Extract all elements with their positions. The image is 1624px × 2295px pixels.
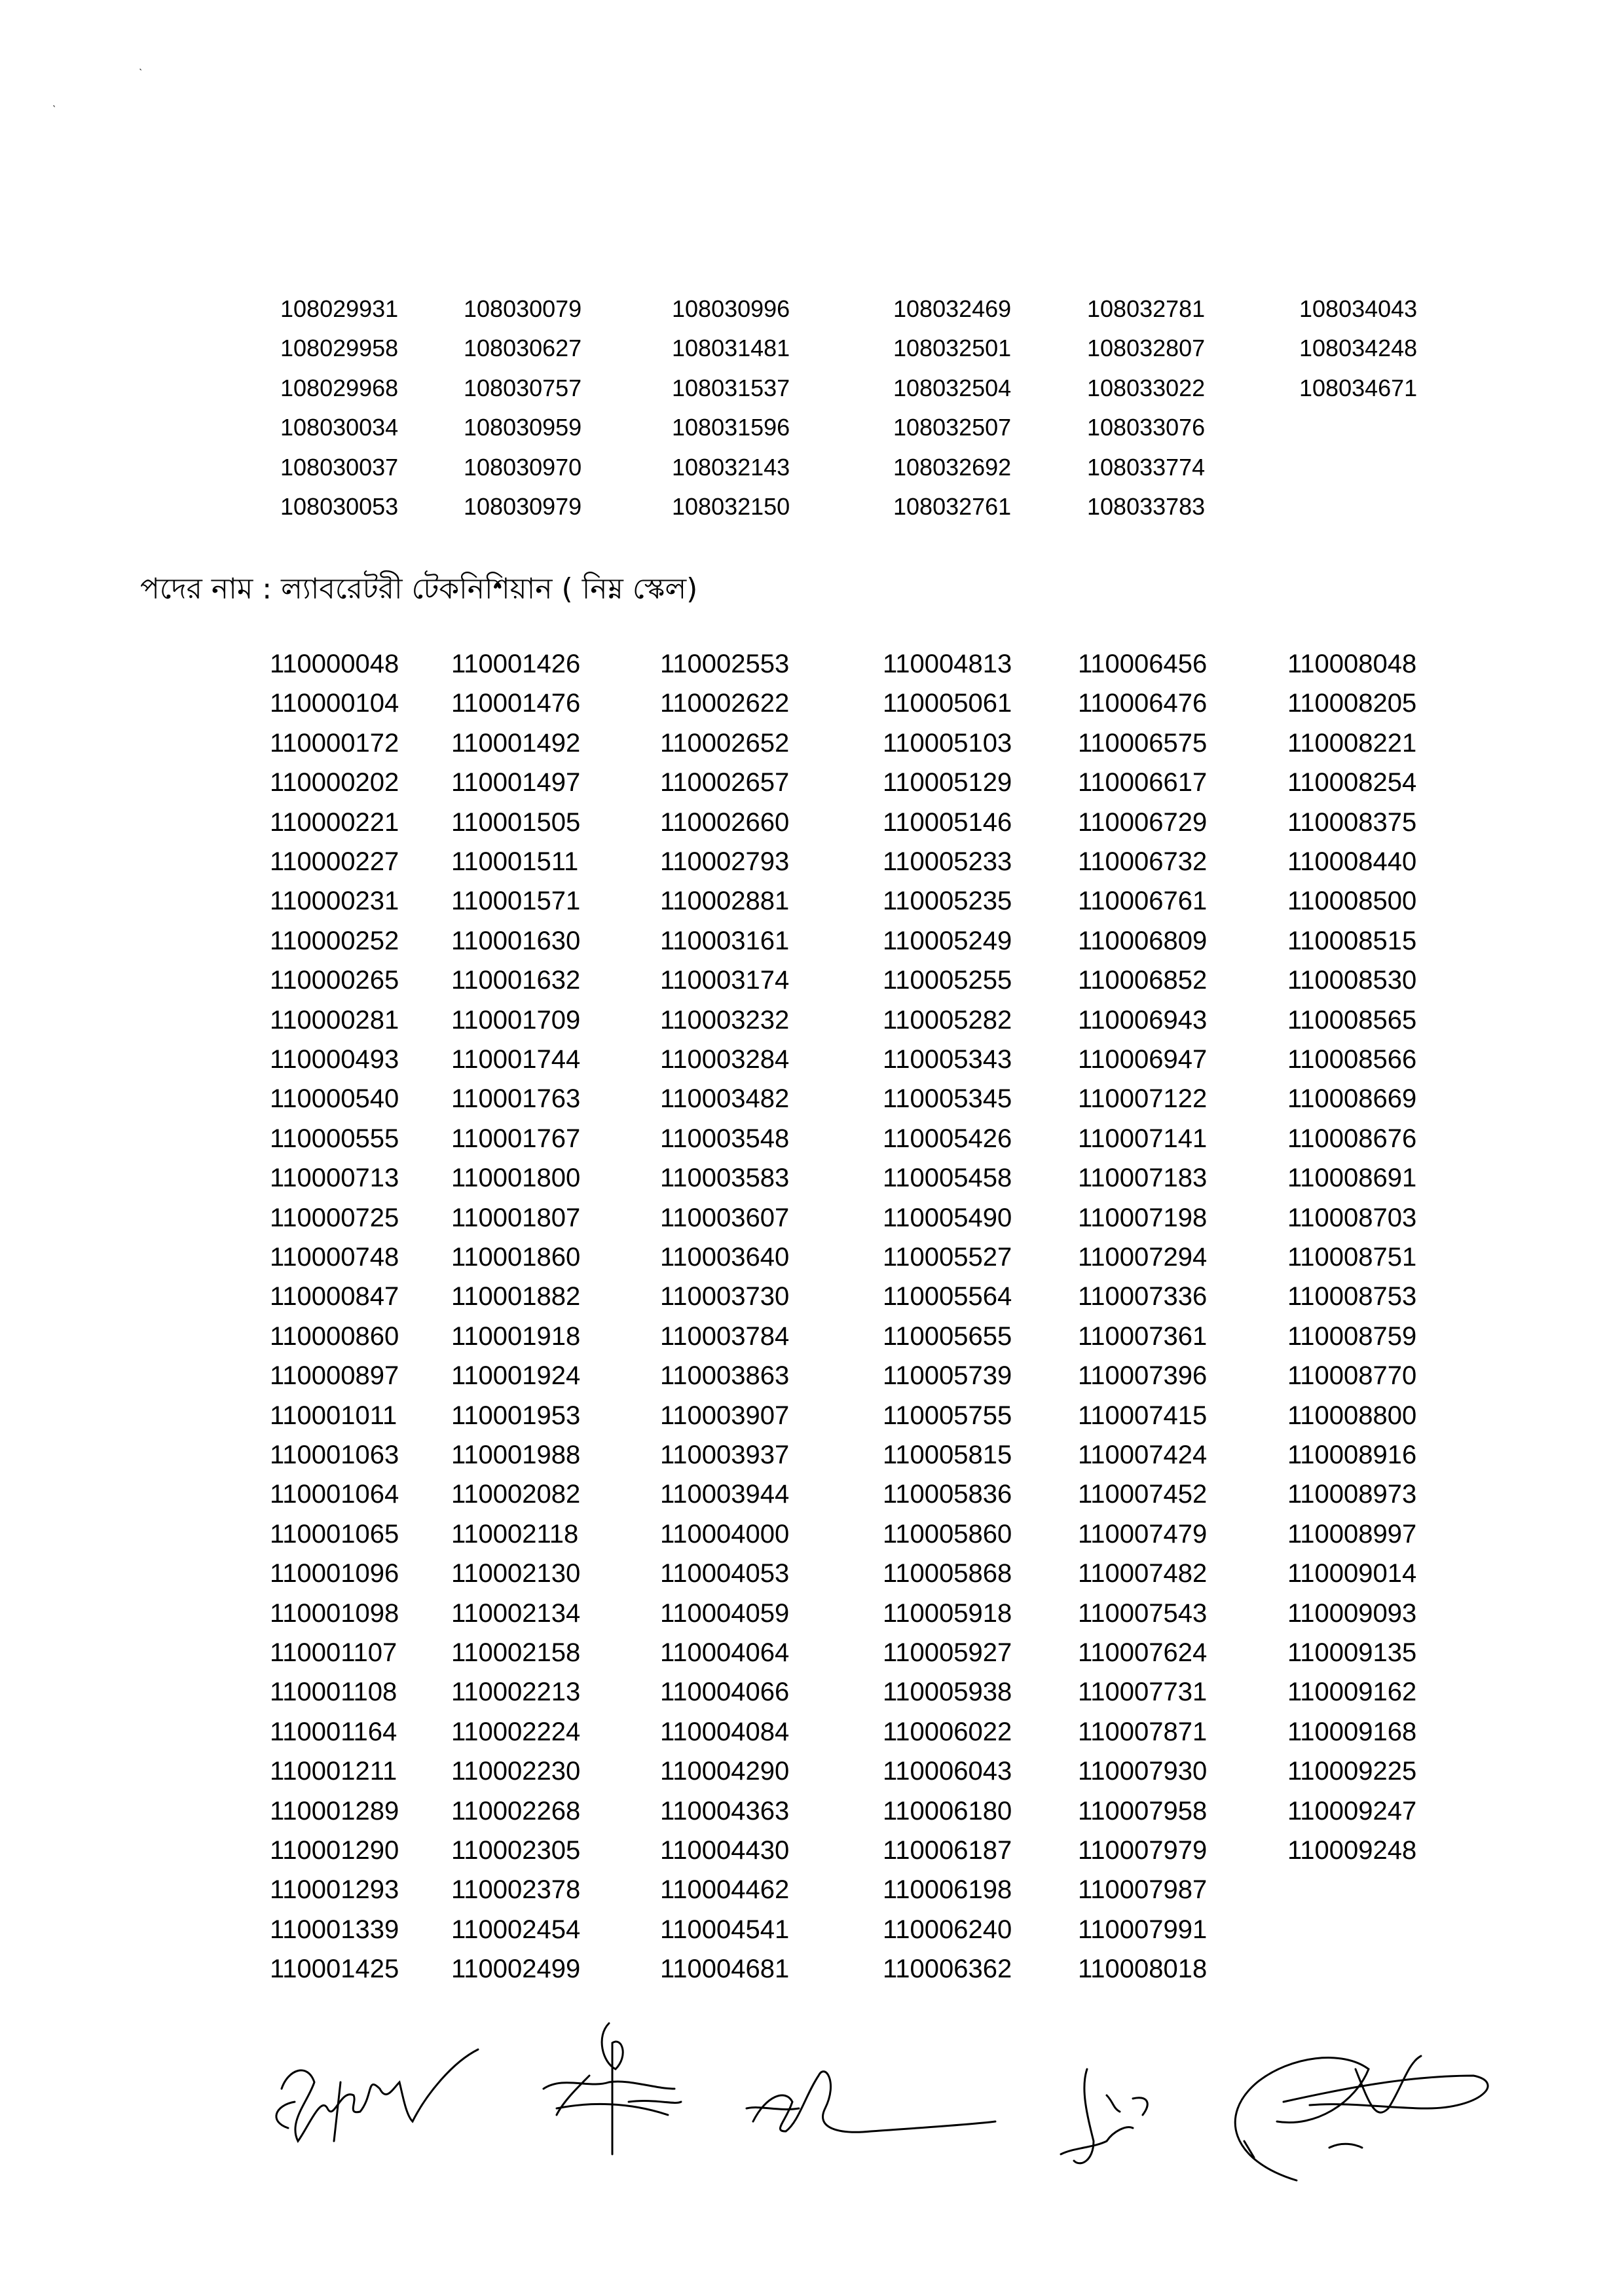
roll-number: 110001108 <box>270 1678 397 1707</box>
roll-number: 108032469 <box>893 295 1012 322</box>
signature-2 <box>544 2023 681 2154</box>
roll-number: 110000221 <box>270 807 399 837</box>
roll-number: 110006022 <box>883 1717 1012 1746</box>
roll-number: 110002230 <box>451 1757 581 1786</box>
roll-number: 110001211 <box>270 1757 397 1786</box>
roll-number: 110006240 <box>883 1915 1012 1944</box>
scan-speck: ˎ <box>52 94 56 107</box>
roll-number: 110008973 <box>1287 1480 1417 1509</box>
roll-number: 110001290 <box>270 1836 399 1865</box>
roll-number: 108031537 <box>672 374 790 401</box>
roll-number: 110005255 <box>883 966 1012 995</box>
roll-number: 108030996 <box>672 295 790 322</box>
roll-number: 110007991 <box>1078 1915 1208 1944</box>
roll-number: 110004053 <box>660 1559 790 1588</box>
roll-number: 110008440 <box>1287 847 1417 876</box>
roll-number: 108032504 <box>893 374 1012 401</box>
roll-number: 110006180 <box>883 1796 1012 1826</box>
roll-number: 108030037 <box>280 453 399 481</box>
roll-number: 110008770 <box>1287 1361 1417 1391</box>
roll-number: 110002881 <box>660 887 790 916</box>
roll-number: 110001098 <box>270 1598 399 1628</box>
roll-number: 110001807 <box>451 1203 581 1232</box>
roll-number: 108034043 <box>1299 295 1418 322</box>
roll-number: 110007482 <box>1078 1559 1208 1588</box>
roll-number: 110005490 <box>883 1203 1012 1232</box>
roll-number: 108031481 <box>672 335 790 362</box>
roll-number: 110000897 <box>270 1361 399 1391</box>
roll-number: 110001497 <box>451 768 581 798</box>
roll-number: 110002553 <box>660 650 790 678</box>
roll-number: 108030959 <box>464 414 582 441</box>
roll-number: 110009014 <box>1287 1559 1417 1588</box>
roll-number: 110007930 <box>1078 1757 1208 1786</box>
roll-number: 110005458 <box>883 1164 1012 1193</box>
roll-number: 110005918 <box>883 1598 1012 1628</box>
roll-number: 110005233 <box>883 847 1012 876</box>
roll-number: 110004000 <box>660 1519 790 1549</box>
roll-number: 110003944 <box>660 1480 790 1509</box>
roll-number: 110007183 <box>1078 1164 1208 1193</box>
roll-number: 110007979 <box>1078 1836 1208 1865</box>
roll-number: 110003607 <box>660 1203 790 1232</box>
roll-number: 110000725 <box>270 1203 399 1232</box>
roll-number: 110008565 <box>1287 1005 1417 1035</box>
roll-number: 110002652 <box>660 728 790 758</box>
roll-number: 110006362 <box>883 1955 1012 1984</box>
roll-number: 110007452 <box>1078 1480 1208 1509</box>
roll-number: 110008254 <box>1287 768 1417 798</box>
roll-number: 110004059 <box>660 1598 790 1628</box>
roll-number: 108032761 <box>893 493 1012 520</box>
roll-number: 108029968 <box>280 374 399 401</box>
signature-1 <box>276 2049 478 2141</box>
roll-number: 110006852 <box>1078 966 1208 995</box>
roll-number: 108030034 <box>280 414 399 441</box>
roll-number: 110002268 <box>451 1796 581 1826</box>
roll-number: 108032143 <box>672 453 790 481</box>
roll-number: 110006456 <box>1078 650 1208 678</box>
roll-number: 110009247 <box>1287 1796 1417 1826</box>
roll-number: 110004066 <box>660 1678 790 1707</box>
roll-number: 110007479 <box>1078 1519 1208 1549</box>
roll-number: 110008997 <box>1287 1519 1417 1549</box>
roll-number: 110001800 <box>451 1164 581 1193</box>
roll-number: 108032501 <box>893 335 1012 362</box>
roll-number: 110003784 <box>660 1321 790 1351</box>
roll-number: 110002224 <box>451 1717 581 1746</box>
roll-number: 110001164 <box>270 1717 397 1746</box>
roll-number: 110006732 <box>1078 847 1208 876</box>
roll-number: 108032807 <box>1087 335 1206 362</box>
roll-number: 110004064 <box>660 1638 790 1667</box>
roll-number: 110006187 <box>883 1836 1012 1865</box>
roll-number: 110003583 <box>660 1164 790 1193</box>
roll-number: 110000265 <box>270 966 399 995</box>
roll-number: 108034671 <box>1299 374 1418 401</box>
roll-number: 110001860 <box>451 1243 581 1272</box>
roll-number: 110005235 <box>883 887 1012 916</box>
roll-number: 108032781 <box>1087 295 1206 322</box>
roll-number: 110001064 <box>270 1480 399 1509</box>
roll-number: 108030979 <box>464 493 582 520</box>
roll-number: 110000202 <box>270 768 399 798</box>
roll-number: 110003284 <box>660 1045 790 1074</box>
roll-number: 110007424 <box>1078 1441 1208 1469</box>
roll-number: 110005927 <box>883 1638 1012 1667</box>
roll-number: 110006943 <box>1078 1005 1208 1035</box>
roll-number: 110001571 <box>451 887 581 916</box>
roll-number: 110003548 <box>660 1124 790 1153</box>
roll-number: 110004430 <box>660 1836 790 1865</box>
roll-number: 110009248 <box>1287 1836 1417 1865</box>
roll-number: 110005836 <box>883 1480 1012 1509</box>
roll-number: 110002622 <box>660 689 790 718</box>
roll-number: 110001924 <box>451 1361 581 1391</box>
roll-number: 108029931 <box>280 295 399 322</box>
roll-number: 110002660 <box>660 807 790 837</box>
roll-number: 110004813 <box>883 650 1012 678</box>
roll-number: 110008703 <box>1287 1203 1417 1232</box>
roll-number: 110002082 <box>451 1480 581 1509</box>
roll-number: 110003161 <box>660 926 790 955</box>
roll-number: 110006617 <box>1078 768 1208 798</box>
roll-number: 110001953 <box>451 1401 581 1430</box>
roll-number: 110007958 <box>1078 1796 1208 1826</box>
roll-number: 110004363 <box>660 1796 790 1826</box>
roll-number: 110005938 <box>883 1678 1012 1707</box>
roll-number: 110000860 <box>270 1321 399 1351</box>
roll-number: 110001744 <box>451 1045 581 1074</box>
roll-number: 110006575 <box>1078 728 1208 758</box>
roll-number: 110005249 <box>883 926 1012 955</box>
roll-number: 108034248 <box>1299 335 1418 362</box>
roll-number: 110005564 <box>883 1282 1012 1312</box>
roll-number: 110005655 <box>883 1321 1012 1351</box>
roll-number: 110008669 <box>1287 1084 1417 1114</box>
roll-number: 110002130 <box>451 1559 581 1588</box>
roll-number: 110002158 <box>451 1638 581 1667</box>
roll-number: 110008691 <box>1287 1164 1417 1193</box>
roll-number: 110005739 <box>883 1361 1012 1391</box>
roll-number: 110006198 <box>883 1875 1012 1905</box>
roll-number: 110008515 <box>1287 926 1417 955</box>
roll-number: 110001630 <box>451 926 581 955</box>
roll-number: 110006761 <box>1078 887 1208 916</box>
roll-number: 110000172 <box>270 728 399 758</box>
roll-number: 110002793 <box>660 847 790 876</box>
roll-number: 110003863 <box>660 1361 790 1391</box>
roll-number: 110007122 <box>1078 1084 1208 1114</box>
roll-number: 110003174 <box>660 966 790 995</box>
roll-number: 110005527 <box>883 1243 1012 1272</box>
roll-number: 110008375 <box>1287 807 1417 837</box>
roll-number: 110000493 <box>270 1045 399 1074</box>
roll-number: 110001426 <box>451 650 581 678</box>
roll-number: 110001293 <box>270 1875 399 1905</box>
roll-number: 110001709 <box>451 1005 581 1035</box>
roll-number: 110009162 <box>1287 1678 1417 1707</box>
roll-number: 110001763 <box>451 1084 581 1114</box>
roll-number: 110003640 <box>660 1243 790 1272</box>
roll-number: 108033774 <box>1087 453 1206 481</box>
roll-number: 110006043 <box>883 1757 1012 1786</box>
roll-number: 110001476 <box>451 689 581 718</box>
roll-number: 110008500 <box>1287 887 1417 916</box>
roll-number: 110005061 <box>883 689 1012 718</box>
roll-number: 110005426 <box>883 1124 1012 1153</box>
roll-number: 108032692 <box>893 453 1012 481</box>
roll-number: 110000540 <box>270 1084 399 1114</box>
roll-number: 110005755 <box>883 1401 1012 1430</box>
roll-number: 110001505 <box>451 807 581 837</box>
roll-number: 110000748 <box>270 1243 399 1272</box>
signature-3 <box>747 2072 995 2133</box>
roll-number: 110005103 <box>883 728 1012 758</box>
roll-number: 110001511 <box>451 847 579 876</box>
roll-number: 110005860 <box>883 1519 1012 1549</box>
roll-number: 110008221 <box>1287 728 1417 758</box>
roll-number: 110005815 <box>883 1441 1012 1469</box>
roll-number: 110001492 <box>451 728 581 758</box>
roll-number: 110000048 <box>270 650 399 678</box>
roll-number: 110005282 <box>883 1005 1012 1035</box>
roll-number: 110001063 <box>270 1441 399 1469</box>
roll-number: 110007543 <box>1078 1598 1208 1628</box>
roll-number: 110007361 <box>1078 1321 1208 1351</box>
roll-number: 110008048 <box>1287 650 1417 678</box>
roll-number: 110007871 <box>1078 1717 1208 1746</box>
roll-number: 110007141 <box>1078 1124 1208 1153</box>
roll-number: 110000231 <box>270 887 399 916</box>
roll-number: 110002134 <box>451 1598 581 1628</box>
roll-number: 110005343 <box>883 1045 1012 1074</box>
roll-number: 108030757 <box>464 374 582 401</box>
roll-number: 110009225 <box>1287 1757 1417 1786</box>
roll-number: 110000847 <box>270 1282 399 1312</box>
roll-number: 110004084 <box>660 1717 790 1746</box>
scan-speck: ˎ <box>139 58 143 71</box>
roll-number: 108029958 <box>280 335 399 362</box>
roll-number: 110003730 <box>660 1282 790 1312</box>
roll-number: 110006476 <box>1078 689 1208 718</box>
roll-number: 108033783 <box>1087 493 1206 520</box>
roll-number: 108030970 <box>464 453 582 481</box>
signature-4 <box>1061 2069 1147 2163</box>
roll-number: 110000555 <box>270 1124 399 1153</box>
roll-number: 110008530 <box>1287 966 1417 995</box>
roll-number: 110008205 <box>1287 689 1417 718</box>
roll-number: 110002213 <box>451 1678 581 1707</box>
roll-number: 110001425 <box>270 1955 399 1984</box>
roll-number: 110002454 <box>451 1915 581 1944</box>
roll-number: 110008751 <box>1287 1243 1417 1272</box>
roll-number: 110004290 <box>660 1757 790 1786</box>
roll-number: 110000104 <box>270 689 399 718</box>
roll-number: 110001107 <box>270 1638 397 1667</box>
roll-number: 110008916 <box>1287 1441 1417 1469</box>
roll-number: 108030079 <box>464 295 582 322</box>
roll-number: 110000227 <box>270 847 399 876</box>
roll-number: 110004681 <box>660 1955 790 1984</box>
signatures-row <box>0 1991 1624 2207</box>
roll-number: 110000252 <box>270 926 399 955</box>
roll-number: 110003937 <box>660 1441 790 1469</box>
roll-number: 110001918 <box>451 1321 581 1351</box>
roll-number: 110008018 <box>1078 1955 1208 1984</box>
roll-number: 110007198 <box>1078 1203 1208 1232</box>
roll-number: 110005345 <box>883 1084 1012 1114</box>
roll-number: 110000281 <box>270 1005 399 1035</box>
roll-number: 110009093 <box>1287 1598 1417 1628</box>
roll-number: 110006809 <box>1078 926 1208 955</box>
roll-number: 110006729 <box>1078 807 1208 837</box>
roll-number: 110001767 <box>451 1124 581 1153</box>
roll-number: 110009135 <box>1287 1638 1417 1667</box>
roll-number: 110001988 <box>451 1441 581 1469</box>
roll-number: 110008759 <box>1287 1321 1417 1351</box>
roll-number: 110008566 <box>1287 1045 1417 1074</box>
roll-number: 110001632 <box>451 966 581 995</box>
roll-number: 110007336 <box>1078 1282 1208 1312</box>
roll-number: 110005868 <box>883 1559 1012 1588</box>
roll-number: 110007415 <box>1078 1401 1208 1430</box>
roll-number: 110002305 <box>451 1836 581 1865</box>
roll-number: 110000713 <box>270 1164 399 1193</box>
roll-number: 110007396 <box>1078 1361 1208 1391</box>
roll-number: 110006947 <box>1078 1045 1208 1074</box>
roll-number: 110001065 <box>270 1519 399 1549</box>
roll-number: 110002657 <box>660 768 790 798</box>
roll-number: 110003482 <box>660 1084 790 1114</box>
roll-number: 110008800 <box>1287 1401 1417 1430</box>
roll-number: 110008753 <box>1287 1282 1417 1312</box>
roll-number: 110004462 <box>660 1875 790 1905</box>
roll-number: 108032150 <box>672 493 790 520</box>
roll-number: 110001289 <box>270 1796 399 1826</box>
roll-number: 108030627 <box>464 335 582 362</box>
roll-number: 110007624 <box>1078 1638 1208 1667</box>
roll-number: 110003232 <box>660 1005 790 1035</box>
roll-number: 110007987 <box>1078 1875 1208 1905</box>
roll-number: 108033022 <box>1087 374 1206 401</box>
post-name-heading: পদের নাম : ল্যাবরেটরী টেকনিশিয়ান ( নিম্ন স্কেল) <box>140 572 698 606</box>
roll-number: 108030053 <box>280 493 399 520</box>
roll-number: 110001011 <box>270 1401 397 1430</box>
roll-number: 108032507 <box>893 414 1012 441</box>
roll-number: 110007294 <box>1078 1243 1208 1272</box>
roll-number: 110002378 <box>451 1875 581 1905</box>
roll-number: 110002499 <box>451 1955 581 1984</box>
roll-number: 110002118 <box>451 1519 579 1549</box>
roll-number: 110003907 <box>660 1401 790 1430</box>
roll-number: 110001882 <box>451 1282 581 1312</box>
roll-number: 110009168 <box>1287 1717 1417 1746</box>
roll-number: 108033076 <box>1087 414 1206 441</box>
roll-number: 110005129 <box>883 768 1012 798</box>
roll-number: 110008676 <box>1287 1124 1417 1153</box>
roll-number: 110001096 <box>270 1559 399 1588</box>
roll-number: 110007731 <box>1078 1678 1208 1707</box>
roll-number: 108031596 <box>672 414 790 441</box>
roll-number: 110004541 <box>660 1915 790 1944</box>
roll-number: 110005146 <box>883 807 1012 837</box>
signature-5 <box>1235 2056 1488 2180</box>
roll-number: 110001339 <box>270 1915 399 1944</box>
